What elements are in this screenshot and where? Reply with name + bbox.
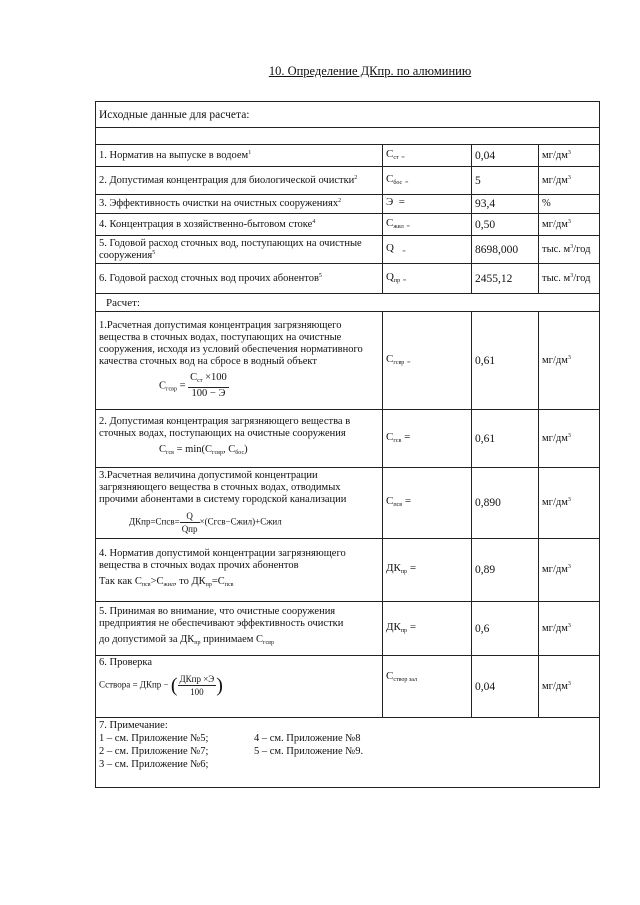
initial-row <box>96 264 600 294</box>
calc-row-value: 0,89 <box>472 539 539 602</box>
initial-row-value: 5 <box>472 167 539 195</box>
calc-row-description: 5. Принимая во внимание, что очистные сооружения предприятия не обеспечивают эффективность очистки до допустимой за $ДК_{пр}$ принимаем $С_{гсвр}$ <box>96 602 383 656</box>
document-title: 10. Определение ДКпр. по алюминию <box>268 64 472 78</box>
note-item: 4 – см. Приложение №8 <box>254 733 361 744</box>
initial-row-label: 4. Концентрация в хозяйственно-бытовом стоке$^4$ <box>96 214 383 236</box>
calc-row-symbol: $С_{гсвр}$ $_=$ <box>383 312 472 410</box>
calc-row <box>96 602 600 656</box>
notes-heading: 7. Примечание: <box>99 720 168 731</box>
calc-heading-row <box>96 294 600 312</box>
initial-row-symbol: Q $_=$ <box>383 236 472 264</box>
initial-row <box>96 167 600 195</box>
initial-row <box>96 236 600 264</box>
calculation-table <box>95 101 600 788</box>
note-item: 1 – см. Приложение №5; <box>99 733 209 744</box>
calc-row-symbol: $ДК_{пр}$ = <box>383 539 472 602</box>
calc-formula: $С_{гсвр}$ = $\frac{С_{ст} \times 100}{100 - Э}$ <box>159 371 227 399</box>
initial-row-unit: $мг/дм^3$ <box>539 214 600 236</box>
calc-row-description: 1.Расчетная допустимая концентрация загрязняющего вещества в сточных водах, поступающих на очистные сооружения, исходя из условий обеспечения нормативного качества сточных вод на сбросе в водный объект $С_{гсвр}$ = $\frac{С_{ст} \times 100}{100 - Э}$ <box>96 312 383 410</box>
notes-row <box>96 718 600 788</box>
calc-row-value: 0,04 <box>472 656 539 718</box>
calc-heading: Расчет: <box>96 294 600 312</box>
calc-row-unit: $мг/дм^3$ <box>539 602 600 656</box>
initial-row-value: 2455,12 <box>472 264 539 294</box>
initial-row-symbol: $Q_{пр}$ $_=$ <box>383 264 472 294</box>
calc-row-value: 0,6 <box>472 602 539 656</box>
initial-row-unit: % <box>539 195 600 214</box>
initial-row-symbol: Э = <box>383 195 472 214</box>
initial-row-label: 5. Годовой расход сточных вод, поступающих на очистные сооружения$^5$ <box>96 236 383 264</box>
initial-row-unit: тыс. $м^3$/год <box>539 236 600 264</box>
calc-formula: Сствора = ДКпр − ( $\frac{\text{ДКпр ×Э}}{100}$ ) <box>99 674 223 697</box>
note-item: 2 – см. Приложение №7; <box>99 746 209 757</box>
calc-formula: ДКпр=Спсв= $\frac{Q}{\text{Qпр}}$ ×(Сгсв−Сжил)+Сжил <box>129 510 282 534</box>
initial-row-symbol: $С_{ст}$ $_=$ <box>383 145 472 167</box>
notes-left-column <box>99 732 254 771</box>
initial-row-value: 0,50 <box>472 214 539 236</box>
initial-row-unit: $мг/дм^3$ <box>539 167 600 195</box>
calc-row-symbol: $ДК_{пр}$ = <box>383 602 472 656</box>
calc-row <box>96 539 600 602</box>
calc-row-unit: $мг/дм^3$ <box>539 539 600 602</box>
initial-row <box>96 145 600 167</box>
calc-row-value: 0,61 <box>472 410 539 468</box>
calc-row-symbol: $С_{створ зал}$ <box>383 656 472 718</box>
calc-row-value: 0,890 <box>472 468 539 539</box>
notes-cell <box>96 718 600 788</box>
calc-row-unit: $мг/дм^3$ <box>539 410 600 468</box>
initial-row-label: 1. Норматив на выпуске в водоем$^1$ <box>96 145 383 167</box>
calc-row <box>96 312 600 410</box>
note-item: 5 – см. Приложение №9. <box>254 746 364 757</box>
calc-row <box>96 468 600 539</box>
calc-row-symbol: $С_{гсв}$ = <box>383 410 472 468</box>
calc-formula: до допустимой за $ДК_{пр}$ принимаем $С_{гсвр}$ <box>99 634 275 646</box>
initial-row-value: 93,4 <box>472 195 539 214</box>
initial-row-value: 8698,000 <box>472 236 539 264</box>
calc-row-description: 2. Допустимая концентрация загрязняющего вещества в сточных водах, поступающих на очистные сооружения $С_{гсв} = \min(С_{гсвр}$, $С_{бос}$) <box>96 410 383 468</box>
initial-row-unit: тыс. $м^3$/год <box>539 264 600 294</box>
initial-data-heading: Исходные данные для расчета: <box>96 102 600 128</box>
calc-formula: $С_{гсв} = \min(С_{гсвр}$, $С_{бос}$) <box>159 444 248 456</box>
initial-row-label: 2. Допустимая концентрация для биологической очистки$^2$ <box>96 167 383 195</box>
initial-row-unit: $мг/дм^3$ <box>539 145 600 167</box>
initial-row-label: 6. Годовой расход сточных вод прочих абонентов$^5$ <box>96 264 383 294</box>
calc-row <box>96 410 600 468</box>
initial-data-heading-row <box>96 102 600 128</box>
initial-row-symbol: $С_{бос}$ $_=$ <box>383 167 472 195</box>
calc-formula: Так как $С_{псв}>С_{жил}$, то $ДК_{пр}=С_{псв}$ <box>99 575 234 588</box>
calc-row-description: 3.Расчетная величина допустимой концентрации загрязняющего вещества в сточных водах, отводимых прочими абонентами в систему городской канализации ДКпр=Спсв= $\frac{Q}{\text{Qпр}}$ ×(Сгсв−Сжил)+Сжил <box>96 468 383 539</box>
notes-right-column <box>254 732 409 771</box>
initial-row-value: 0,04 <box>472 145 539 167</box>
calc-row-unit: $мг/дм^3$ <box>539 312 600 410</box>
calc-row-value: 0,61 <box>472 312 539 410</box>
note-item: 3 – см. Приложение №6; <box>99 759 209 770</box>
calc-row-description: 4. Норматив допустимой концентрации загрязняющего вещества в сточных водах прочих абонентов Так как $С_{псв}>С_{жил}$, то $ДК_{пр}=С_{псв}$ <box>96 539 383 602</box>
initial-row <box>96 195 600 214</box>
initial-row-symbol: $С_{жил}$ $_=$ <box>383 214 472 236</box>
initial-row-label: 3. Эффективность очистки на очистных сооружениях$^2$ <box>96 195 383 214</box>
calc-row-description: 6. Проверка Сствора = ДКпр − ( $\frac{\text{ДКпр ×Э}}{100}$ ) <box>96 656 383 718</box>
calc-row-symbol: $С_{псв}$ = <box>383 468 472 539</box>
calc-row <box>96 656 600 718</box>
calc-row-unit: $мг/дм^3$ <box>539 468 600 539</box>
initial-row <box>96 214 600 236</box>
calc-row-unit: $мг/дм^3$ <box>539 656 600 718</box>
spacer-row <box>96 128 600 145</box>
